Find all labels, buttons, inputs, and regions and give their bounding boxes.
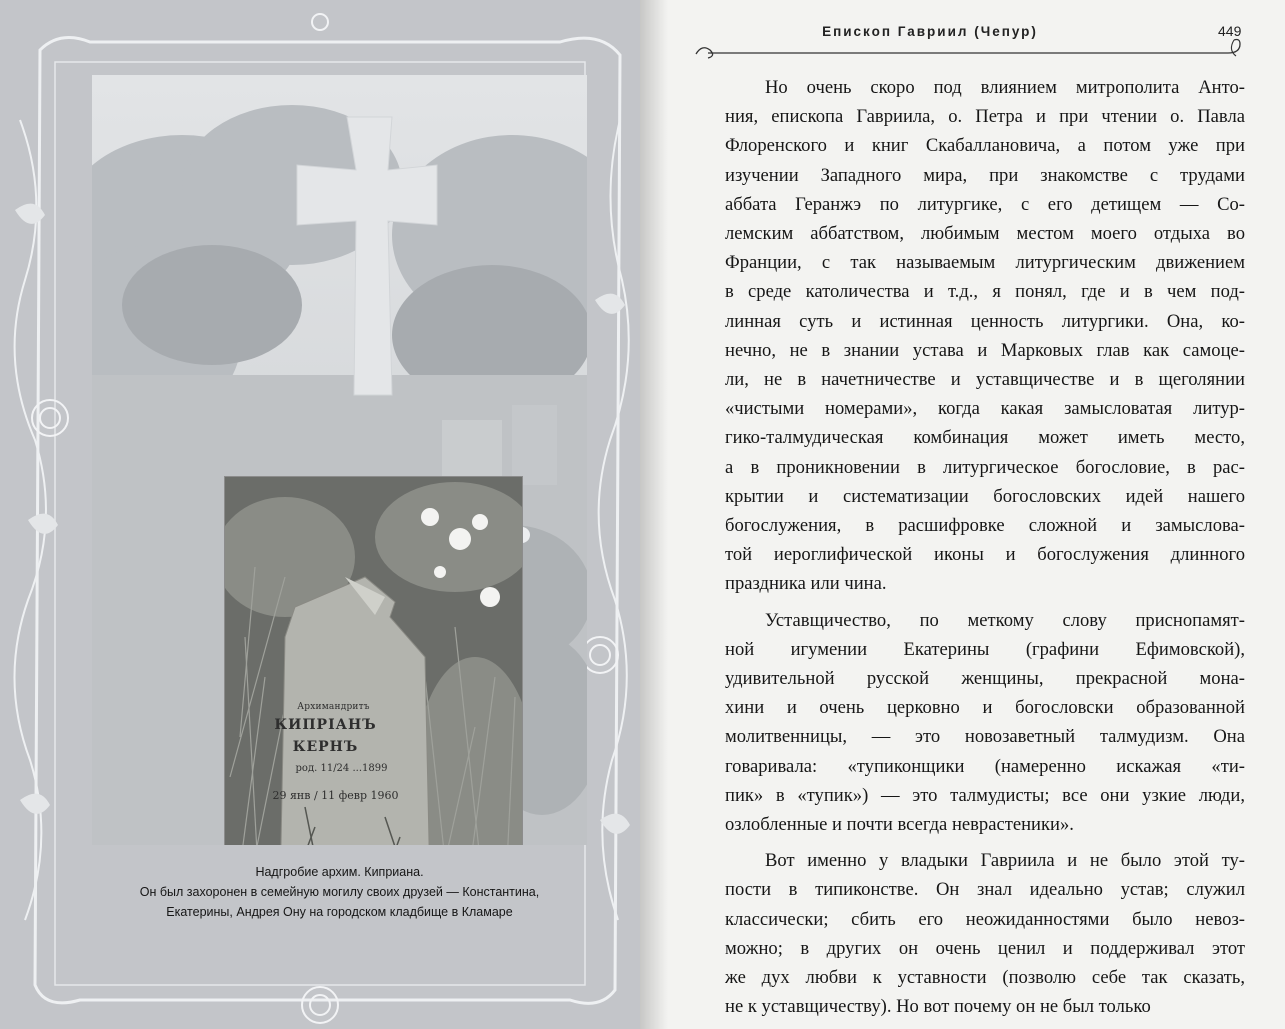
text-line: богослужения, в расшифровке сложной и замыслова- (725, 515, 1245, 537)
caption-line: Он был захоронен в семейную могилу своих друзей — Константина, (139, 885, 540, 899)
paragraph (725, 846, 1245, 1021)
text-line: гико-талмудическая комбинация может иметь место, (725, 427, 1245, 449)
text-line: той иероглифической иконы и богослужения длинного (725, 544, 1245, 566)
text-line: в среде католичества и т.д., я понял, где и в чем под- (725, 281, 1245, 303)
header-ornament-rule (688, 36, 1248, 66)
text-line: крытии и систематизации богословских идей нашего (725, 485, 1245, 507)
text-line: а в проникновении в литургическое богословие, в рас- (725, 456, 1245, 478)
body-text (725, 73, 1245, 1022)
text-line: праздника или чина. (725, 573, 887, 595)
gravestone-inset-photo (225, 477, 522, 845)
running-header-title: Епископ Гавриил (Чепур) (822, 24, 1038, 39)
text-line: говаривала: «тупиконщики (намеренно искажая «ти- (725, 755, 1245, 777)
text-line: ния, епископа Гавриила, о. Петра и при чтении о. Павла (725, 106, 1245, 128)
text-line: хини и очень церковно и богословски образованной (725, 697, 1245, 719)
text-line: изучении Западного мира, при знакомстве с трудами (725, 164, 1245, 186)
text-line: Но очень скоро под влиянием митрополита Анто- (765, 77, 1245, 98)
text-line: «чистыми номерами», когда какая замысловатая литур- (725, 398, 1245, 420)
cemetery-photo (92, 75, 587, 845)
text-line: удивительной русской женщины, прекрасной мона- (725, 668, 1245, 690)
text-line: нечно, не в знании устава и Марковых глав как самоце- (725, 339, 1245, 361)
text-line: же дух любви к уставности (позволю себе так сказать, (725, 967, 1245, 989)
text-line: озлобленные и почти всегда неврастеники». (725, 814, 1074, 836)
text-line: можно; в других он очень ценил и поддерживал этот (725, 937, 1245, 959)
stone-inscription-line: род. 11/24 ...1899 (295, 763, 388, 774)
gutter-shadow (640, 0, 668, 1029)
text-line: ли, не в начетничестве и уставщичестве и в щеголянии (725, 369, 1245, 391)
running-header (640, 0, 1285, 80)
text-line: пик» в «тупик») — это талмудисты; все они узкие люди, (725, 784, 1245, 806)
text-line: Уставщичество, по меткому слову приснопамят- (765, 609, 1245, 631)
text-line: ной игумении Екатерины (графини Ефимовской), (725, 638, 1245, 660)
caption-line: Екатерины, Андрея Ону на городском кладбище в Кламаре (166, 905, 513, 919)
photo-caption (92, 862, 587, 922)
text-line: аббата Геранжэ по литургике, с его детищем — Со- (725, 193, 1245, 215)
text-line: классически; сбить его неожиданностями было невоз- (725, 908, 1245, 930)
paragraph (725, 606, 1245, 840)
text-line: молитвенницы, — это новозаветный талмудизм. Она (725, 726, 1245, 748)
text-line: линная суть и истинная ценность литургики. Она, ко- (725, 310, 1245, 332)
text-line: не к уставщичеству). Но вот почему он не был только (725, 996, 1151, 1018)
text-line: Флоренского и книг Скабаллановича, а потом уже при (725, 135, 1245, 157)
stone-inscription-line: Архимандритъ (297, 702, 370, 712)
caption-line: Надгробие архим. Киприана. (255, 865, 424, 879)
page-number: 449 (1218, 23, 1242, 39)
text-line: пости в типиконстве. Он знал идеально устав; служил (725, 879, 1245, 901)
stone-inscription-line: 29 янв / 11 февр 1960 (272, 789, 399, 802)
right-page (640, 0, 1285, 1029)
stone-inscription-line: КИПРІАНЪ (274, 717, 377, 733)
left-page (0, 0, 640, 1029)
paragraph (725, 73, 1245, 599)
text-line: Франции, с так называемым литургическим движением (725, 252, 1245, 274)
stone-inscription-line: КЕРНЪ (292, 739, 359, 755)
text-line: Вот именно у владыки Гавриила и не было этой ту- (765, 850, 1245, 872)
text-line: лемским аббатством, любимым местом моего отдыха во (725, 223, 1245, 245)
